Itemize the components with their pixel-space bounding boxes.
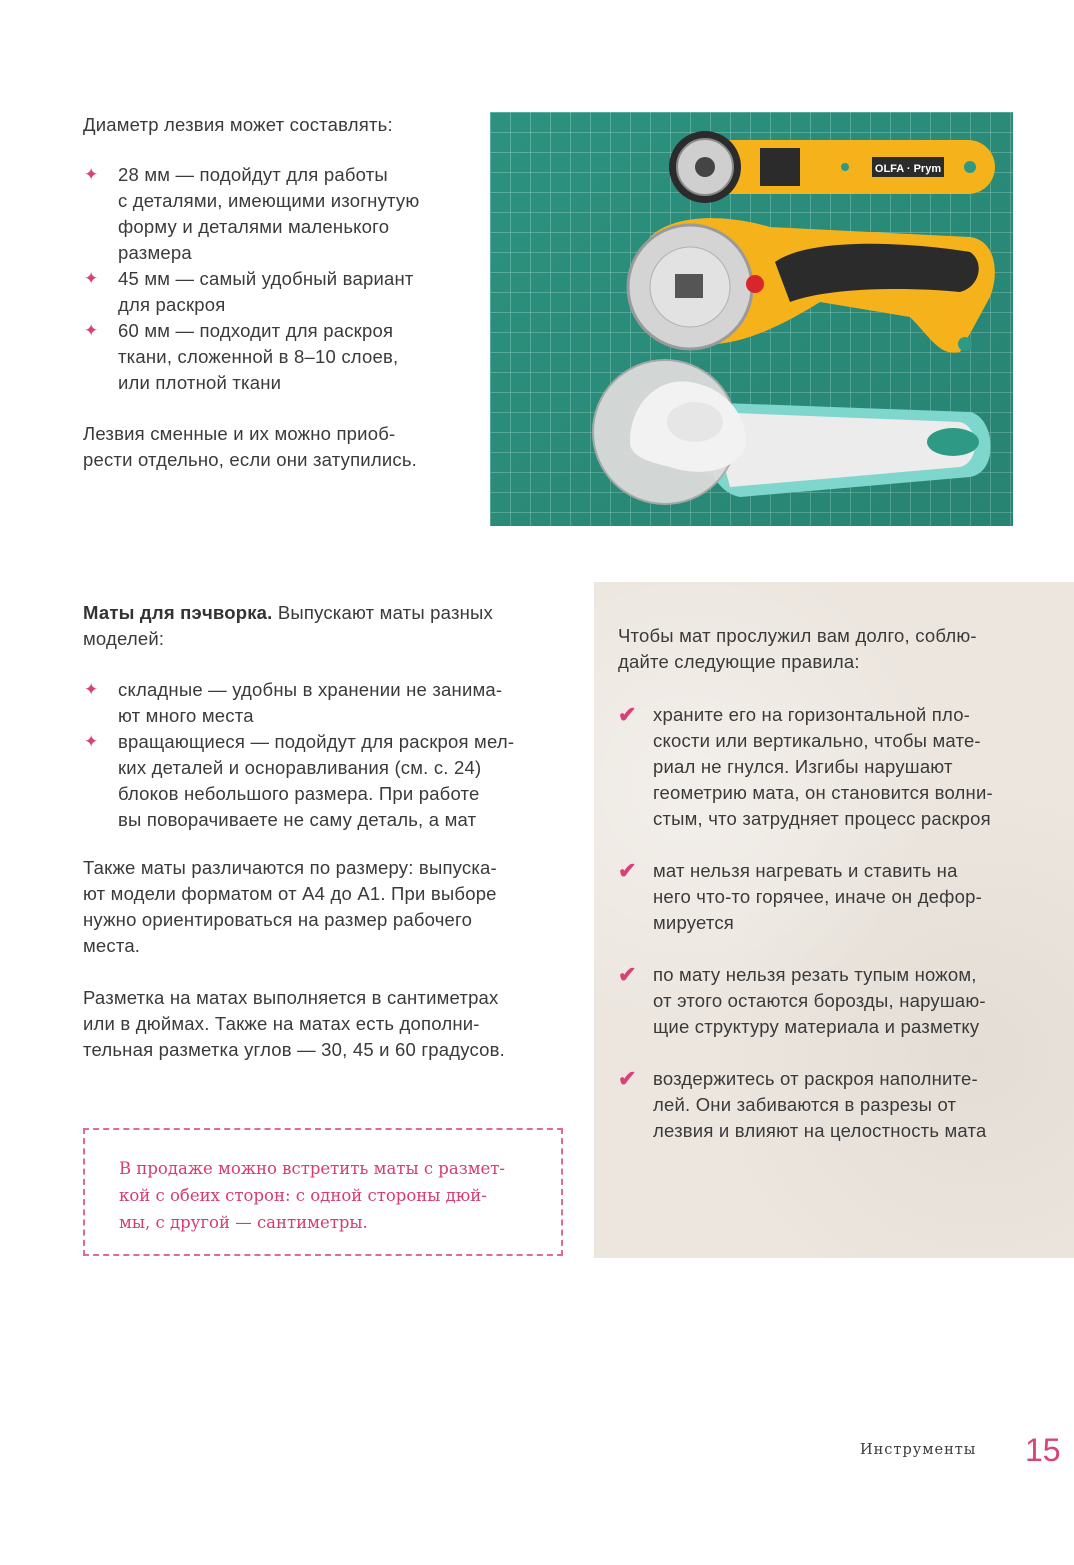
size-paragraph: [83, 855, 563, 959]
paragraph-line: дайте следующие правила:: [618, 651, 860, 672]
list-item: [83, 318, 473, 396]
rule-item: [618, 858, 1048, 936]
rules-list: [618, 702, 1048, 1170]
rules-intro: [618, 623, 1048, 675]
paragraph-line: тельная разметка углов — 30, 45 и 60 градусов.: [83, 1039, 506, 1060]
intro-paragraph: Диаметр лезвия может составлять:: [83, 114, 393, 135]
paragraph-line: ют модели форматом от А4 до А1. При выборе: [83, 883, 497, 904]
list-line: блоков небольшого размера. При работе: [118, 783, 480, 804]
mats-intro-paragraph: [83, 600, 563, 652]
list-line: складные — удобны в хранении не занима-: [118, 679, 503, 700]
rule-line: риал не гнулся. Изгибы нарушают: [653, 756, 953, 777]
list-line: ких деталей и осноравливания (см. с. 24): [118, 757, 482, 778]
checkmark-icon: ✔: [618, 702, 637, 727]
tip-callout: [83, 1128, 563, 1256]
rule-line: от этого остаются борозды, нарушаю-: [653, 990, 986, 1011]
rule-line: лезвия и влияют на целостность мата: [653, 1120, 987, 1141]
paragraph-line: нужно ориентироваться на размер рабочего: [83, 909, 473, 930]
list-item: [83, 677, 563, 729]
list-line: 60 мм — подходит для раскроя: [118, 320, 394, 341]
list-line: или плотной ткани: [118, 372, 282, 393]
list-line: для раскроя: [118, 294, 226, 315]
rule-line: скости или вертикально, чтобы мате-: [653, 730, 981, 751]
tip-text: [119, 1155, 531, 1236]
paragraph-line: или в дюймах. Также на матах есть дополни-: [83, 1013, 480, 1034]
checkmark-icon: ✔: [618, 858, 637, 883]
blade-size-list: [83, 162, 473, 396]
tip-line: кой с обеих сторон: с одной стороны дюй-: [119, 1186, 487, 1205]
rule-line: лей. Они забиваются в разрезы от: [653, 1094, 957, 1115]
tip-line: мы, с другой — сантиметры.: [119, 1213, 368, 1232]
star-bullet-icon: ✦: [84, 732, 99, 751]
section-title: Инструменты: [860, 1442, 977, 1458]
mats-intro-text: Выпускают маты разных: [272, 602, 493, 623]
list-line: с деталями, имеющими изогнутую: [118, 190, 420, 211]
rule-line: него что-то горячее, иначе он дефор-: [653, 886, 982, 907]
list-line: ткани, сложенной в 8–10 слоев,: [118, 346, 399, 367]
rule-line: мат нельзя нагревать и ставить на: [653, 860, 958, 881]
tip-line: В продаже можно встретить маты с размет-: [119, 1159, 506, 1178]
brand-label: OLFA · Prym: [874, 163, 942, 175]
star-bullet-icon: ✦: [84, 321, 99, 340]
list-line: форму и деталями маленького: [118, 216, 390, 237]
paragraph-line: Чтобы мат прослужил вам долго, соблю-: [618, 625, 977, 646]
rule-line: стым, что затрудняет процесс раскроя: [653, 808, 991, 829]
small-rotary-cutter: [669, 131, 995, 203]
rule-item: [618, 702, 1048, 832]
rule-line: по мату нельзя резать тупым ножом,: [653, 964, 977, 985]
rule-line: воздержитесь от раскроя наполните-: [653, 1068, 978, 1089]
paragraph-line: места.: [83, 935, 141, 956]
list-line: вращающиеся — подойдут для раскроя мел-: [118, 731, 515, 752]
rule-line: геометрию мата, он становится волни-: [653, 782, 993, 803]
star-bullet-icon: ✦: [84, 680, 99, 699]
page-number: 15: [1025, 1432, 1061, 1468]
rule-item: [618, 1066, 1048, 1144]
paragraph-line: моделей:: [83, 628, 165, 649]
rule-line: храните его на горизонтальной пло-: [653, 704, 971, 725]
blades-note-paragraph: [83, 421, 473, 473]
list-line: 28 мм — подойдут для работы: [118, 164, 388, 185]
rotary-cutters-photo: [490, 112, 1013, 526]
marking-paragraph: [83, 985, 563, 1063]
list-line: ют много места: [118, 705, 254, 726]
paragraph-line: Разметка на матах выполняется в сантиметрах: [83, 987, 499, 1008]
star-bullet-icon: ✦: [84, 269, 99, 288]
list-line: размера: [118, 242, 192, 263]
paragraph-line: Также маты различаются по размеру: выпуска-: [83, 857, 497, 878]
list-item: [83, 266, 473, 318]
list-item: [83, 729, 563, 833]
rules-panel: [594, 582, 1074, 1258]
checkmark-icon: ✔: [618, 962, 637, 987]
paragraph-line: рести отдельно, если они затупились.: [83, 449, 417, 470]
mats-heading: Маты для пэчворка.: [83, 602, 273, 623]
list-item: [83, 162, 473, 266]
rule-item: [618, 962, 1048, 1040]
star-bullet-icon: ✦: [84, 165, 99, 184]
list-line: 45 мм — самый удобный вариант: [118, 268, 414, 289]
paragraph-line: [83, 600, 563, 626]
checkmark-icon: ✔: [618, 1066, 637, 1091]
mat-types-list: [83, 677, 563, 833]
rule-line: мируется: [653, 912, 734, 933]
rule-line: щие структуру материала и разметку: [653, 1016, 980, 1037]
list-line: вы поворачиваете не саму деталь, а мат: [118, 809, 477, 830]
paragraph-line: Лезвия сменные и их можно приоб-: [83, 423, 396, 444]
